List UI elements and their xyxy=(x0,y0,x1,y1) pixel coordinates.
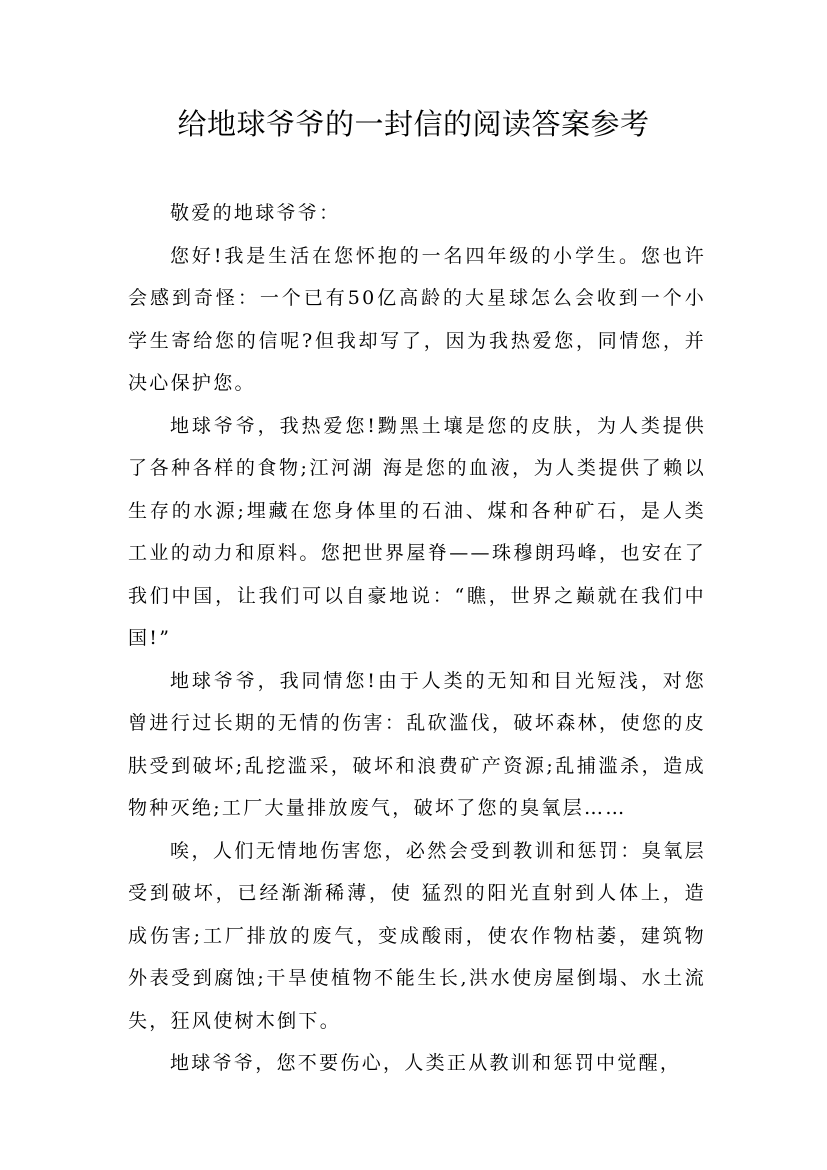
paragraph-awakening: 地球爷爷，您不要伤心，人类正从教训和惩罚中觉醒， xyxy=(170,1052,682,1074)
salutation: 敬爱的地球爷爷： xyxy=(170,202,341,224)
paragraph-greeting: 您好!我是生活在您怀抱的一名四年级的小学生。您也许会感到奇怪：一个已有50亿高龄的大星球怎么会收到一个小学生寄给您的信呢?但我却写了，因为我热爱您，同情您，并决心保护您。 xyxy=(128,244,706,394)
paragraph-sympathy: 地球爷爷，我同情您!由于人类的无知和目光短浅，对您曾进行过长期的无情的伤害：乱砍滥伐，破坏森林，使您的皮肤受到破坏;乱挖滥采，破坏和浪费矿产资源;乱捕滥杀，造成物种灭绝;工厂大量排放废气，破坏了您的臭氧层…… xyxy=(128,669,706,819)
paragraph-love: 地球爷爷，我热爱您!黝黑土壤是您的皮肤，为人类提供了各种各样的食物;江河湖 海是您的血液，为人类提供了赖以生存的水源;埋藏在您身体里的石油、煤和各种矿石，是人类工业的动力和原料。您把世界屋脊——珠穆朗玛峰，也安在了我们中国，让我们可以自豪地说：“瞧，世界之巅就在我们中国!” xyxy=(128,414,706,649)
letter-body xyxy=(128,192,706,1085)
paragraph-consequences: 唉，人们无情地伤害您，必然会受到教训和惩罚：臭氧层受到破坏，已经渐渐稀薄，使 猛烈的阳光直射到人体上，造成伤害;工厂排放的废气，变成酸雨，使农作物枯萎，建筑物 外表受到腐蚀;干旱使植物不能生长,洪水使房屋倒塌、水土流失，狂风使树木倒下。 xyxy=(128,839,706,1032)
document-title: 给地球爷爷的一封信的阅读答案参考 xyxy=(177,107,650,141)
